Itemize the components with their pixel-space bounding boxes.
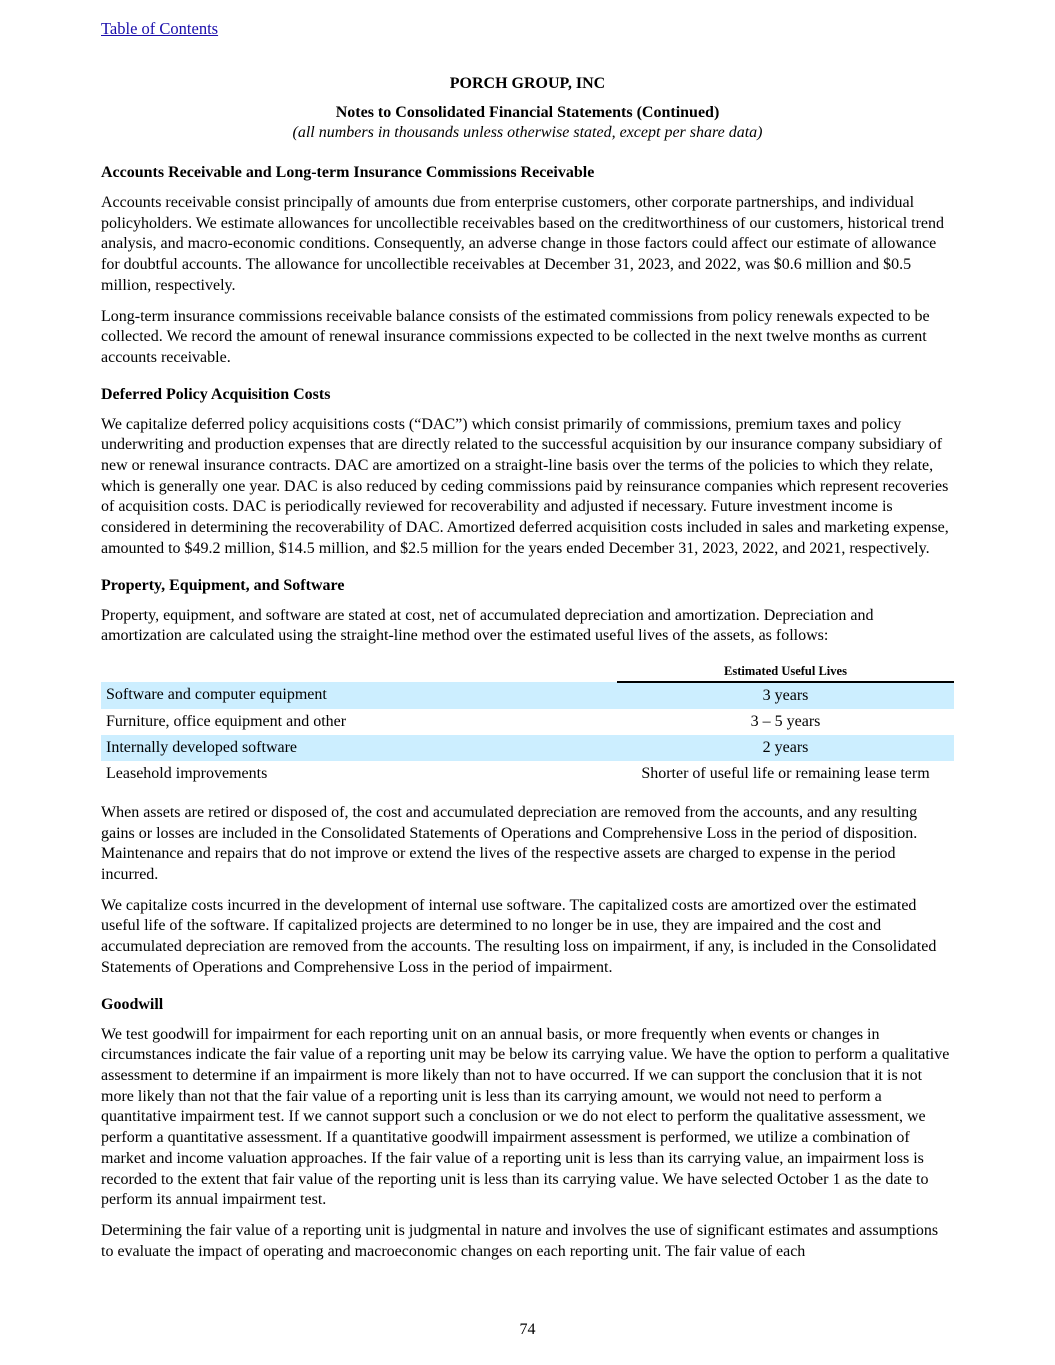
paragraph: Determining the fair value of a reporting unit is judgmental in nature and involves the use of significant estimates and assumptions to evaluate the impact of operating and macroeconomic changes on each reporting unit. The fair value of each — [101, 1221, 939, 1260]
section-heading-accounts-receivable: Accounts Receivable and Long-term Insurance Commissions Receivable — [101, 164, 595, 181]
page-number: 74 — [519, 1321, 536, 1338]
table-row — [101, 709, 954, 735]
paragraph: We test goodwill for impairment for each reporting unit on an annual basis, or more frequently when events or changes in circumstances indicate the fair value of a reporting unit may be below its carrying value. We have the option to perform a qualitative assessment to determine if an impairment is more likely than not to have occurred. If we can support the conclusion that it is not more likely than not that the fair value of a reporting unit is less than its carrying amount, we would not need to perform a quantitative impairment test. If we cannot support such a conclusion or we do not elect to perform the qualitative assessment, we perform a quantitative assessment. If a quantitative goodwill impairment assessment is performed, we utilize a combination of market and income valuation approaches. If the fair value of a reporting unit is less than its carrying value, an impairment loss is recorded to the extent that fair value of the reporting unit is less than its carrying value. We have selected October 1 as the date to perform its annual impairment test. — [101, 1025, 950, 1209]
units-note: (all numbers in thousands unless otherwise stated, except per share data) — [292, 124, 763, 141]
asset-label: Furniture, office equipment and other — [106, 712, 347, 730]
section-heading-dac: Deferred Policy Acquisition Costs — [101, 385, 331, 403]
asset-label: Internally developed software — [101, 735, 617, 761]
table-of-contents-link[interactable]: Table of Contents — [101, 19, 219, 38]
paragraph: Long-term insurance commissions receivable balance consists of the estimated commissions from policy renewals expected to be collected. We record the amount of renewal insurance commissions expected to be collected in the next twelve months as current accounts receivable. — [101, 307, 930, 366]
paragraph: Accounts receivable consist principally of amounts due from enterprise customers, other corporate partnerships, and individual policyholders. We estimate allowances for uncollectible receivables based on the creditworthiness of our customers, historical trend analysis, and macro-economic conditions. Consequently, an adverse change in those factors could affect our estimate of allowance for doubtful accounts. The allowance for uncollectible receivables at December 31, 2023, and 2022, was $0.6 million and $0.5 million, respectively. — [101, 194, 945, 294]
useful-life-value: 3 years — [617, 682, 954, 709]
table-column-header: Estimated Useful Lives — [617, 663, 954, 682]
useful-life-value: Shorter of useful life or remaining lease term — [641, 764, 930, 782]
paragraph: We capitalize deferred policy acquisitions costs (“DAC”) which consist primarily of commissions, premium taxes and policy underwriting and production expenses that are directly related to the successful acquisition by our insurance company subsidiary of new or renewal insurance contracts. DAC are amortized on a straight-line basis over the terms of the policies to which they relate, which is generally one year. DAC is also reduced by ceding commissions paid by reinsurance companies which represent recoveries of acquisition costs. DAC is periodically reviewed for recoverability and adjusted if necessary. Future investment income is considered in determining the recoverability of DAC. Amortized deferred acquisition costs included in sales and marketing expense, amounted to $49.2 million, $14.5 million, and $2.5 million for the years ended December 31, 2023, 2022, and 2021, respectively. — [101, 415, 949, 557]
notes-title: Notes to Consolidated Financial Statements (Continued) — [335, 104, 720, 121]
paragraph: When assets are retired or disposed of, the cost and accumulated depreciation are removed from the accounts, and any resulting gains or losses are included in the Consolidated Statements of Operations and Comprehensive Loss in the period of disposition. Maintenance and repairs that do not improve or extend the lives of the respective assets are charged to expense in the period incurred. — [101, 803, 918, 884]
table-row — [101, 735, 954, 761]
company-name: PORCH GROUP, INC — [449, 75, 606, 92]
asset-label: Leasehold improvements — [106, 764, 268, 782]
section-heading-property-equipment: Property, Equipment, and Software — [101, 576, 345, 594]
useful-life-value: 3 – 5 years — [750, 712, 821, 730]
table-header-blank — [101, 663, 617, 682]
useful-lives-table — [101, 663, 954, 787]
paragraph: Property, equipment, and software are stated at cost, net of accumulated depreciation and amortization. Depreciation and amortization are calculated using the straight-line method over the estimated useful lives of the assets, as follows: — [101, 606, 874, 645]
table-row — [101, 761, 954, 787]
page-content — [101, 74, 954, 1272]
table-row — [101, 682, 954, 709]
asset-label: Software and computer equipment — [101, 682, 617, 709]
paragraph: We capitalize costs incurred in the development of internal use software. The capitalized costs are amortized over the estimated useful life of the software. If capitalized projects are determined to no longer be in use, they are impaired and the cost and accumulated depreciation are removed from the accounts. The resulting loss on impairment, if any, is included in the Consolidated Statements of Operations and Comprehensive Loss in the period of impairment. — [101, 896, 937, 976]
section-heading-goodwill: Goodwill — [101, 995, 164, 1013]
useful-life-value: 2 years — [617, 735, 954, 761]
